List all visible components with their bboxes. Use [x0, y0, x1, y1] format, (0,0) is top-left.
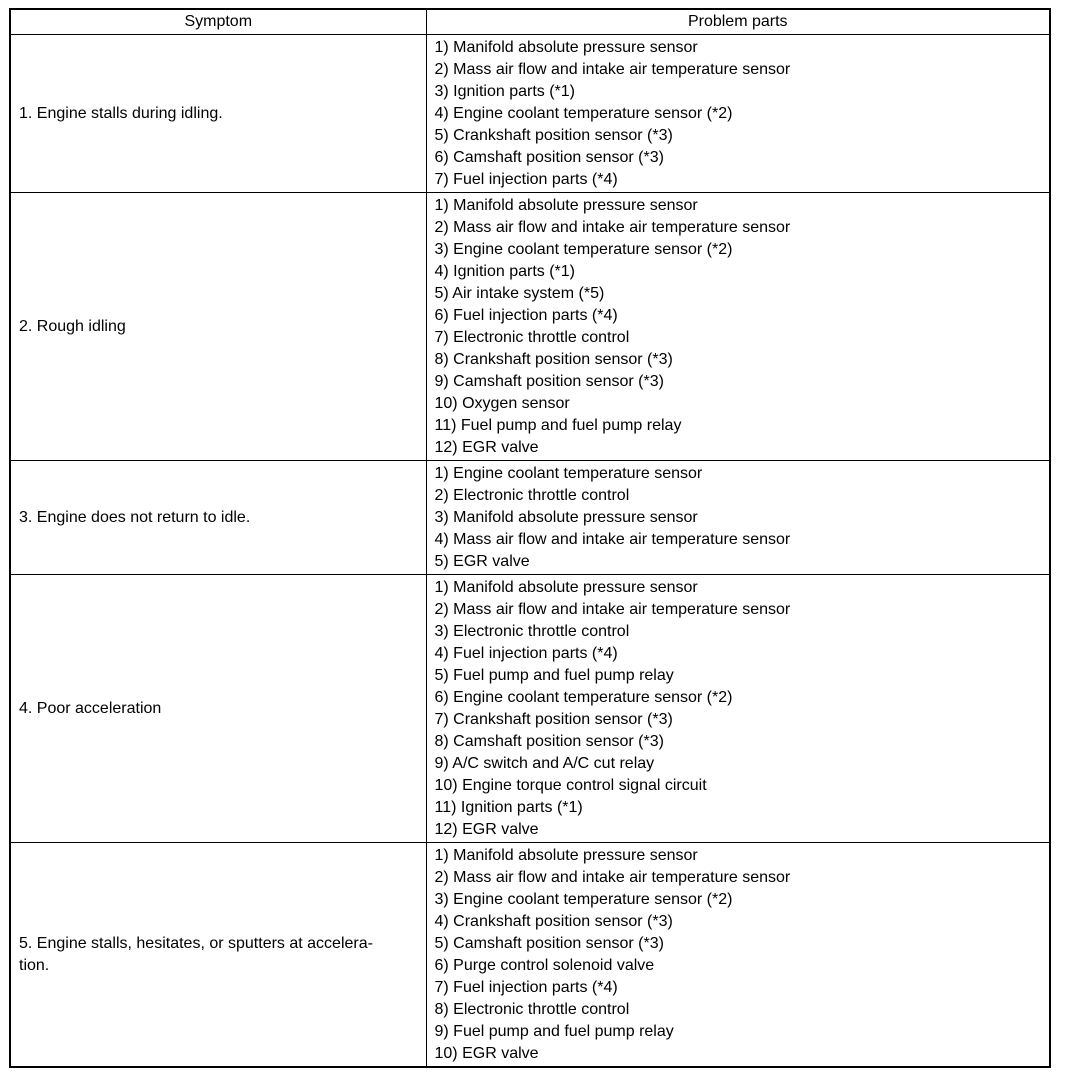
problem-part-item: 6) Fuel injection parts (*4) — [434, 307, 618, 324]
symptom-text: 4. Poor acceleration — [19, 699, 162, 717]
problem-part-item: 5) Air intake system (*5) — [434, 285, 605, 302]
symptom-column-header: Symptom — [10, 9, 426, 35]
problem-part-item: 9) A/C switch and A/C cut relay — [434, 755, 655, 772]
problem-part-item: 10) EGR valve — [434, 1045, 539, 1062]
problem-part-item: 3) Engine coolant temperature sensor (*2) — [434, 241, 733, 258]
problem-part-item: 6) Purge control solenoid valve — [434, 957, 655, 974]
problem-part-item: 7) Electronic throttle control — [434, 329, 630, 346]
problem-part-item: 3) Electronic throttle control — [434, 623, 630, 640]
problem-part-item: 8) Camshaft position sensor (*3) — [434, 733, 664, 750]
problem-part-item: 5) Camshaft position sensor (*3) — [434, 935, 664, 952]
problem-part-item: 7) Fuel injection parts (*4) — [434, 979, 618, 996]
symptom-text-line: tion. — [19, 956, 50, 974]
problem-part-item: 5) Crankshaft position sensor (*3) — [434, 127, 673, 144]
problem-part-item: 2) Mass air flow and intake air temperature sensor — [434, 869, 791, 886]
problem-part-item: 7) Crankshaft position sensor (*3) — [434, 711, 673, 728]
table-row — [10, 843, 1050, 1068]
problem-part-item: 4) Ignition parts (*1) — [434, 263, 576, 280]
problem-part-item: 1) Manifold absolute pressure sensor — [434, 847, 698, 864]
problem-part-item: 2) Mass air flow and intake air temperature sensor — [434, 219, 791, 236]
problem-parts-cell — [426, 193, 1050, 461]
problem-part-item: 6) Camshaft position sensor (*3) — [434, 149, 664, 166]
problem-part-item: 7) Fuel injection parts (*4) — [434, 171, 618, 188]
problem-part-item: 11) Ignition parts (*1) — [434, 799, 583, 816]
table-row — [10, 461, 1050, 575]
problem-part-item: 4) Fuel injection parts (*4) — [434, 645, 618, 662]
table-row — [10, 575, 1050, 843]
problem-part-item: 11) Fuel pump and fuel pump relay — [434, 417, 682, 434]
problem-parts-cell — [426, 35, 1050, 193]
table-row — [10, 35, 1050, 193]
symptom-cell — [10, 35, 426, 193]
problem-parts-cell — [426, 461, 1050, 575]
problem-part-item: 12) EGR valve — [434, 439, 539, 456]
problem-part-item: 6) Engine coolant temperature sensor (*2) — [434, 689, 733, 706]
problem-parts-column-header: Problem parts — [426, 9, 1050, 35]
problem-part-item: 2) Mass air flow and intake air temperature sensor — [434, 61, 791, 78]
problem-parts-cell — [426, 575, 1050, 843]
problem-part-item: 4) Mass air flow and intake air temperature sensor — [434, 531, 791, 548]
problem-part-item: 12) EGR valve — [434, 821, 539, 838]
problem-part-item: 3) Manifold absolute pressure sensor — [434, 509, 698, 526]
problem-part-item: 3) Engine coolant temperature sensor (*2) — [434, 891, 733, 908]
problem-part-item: 2) Mass air flow and intake air temperature sensor — [434, 601, 791, 618]
symptom-table — [9, 8, 1051, 1068]
problem-part-item: 2) Electronic throttle control — [434, 487, 630, 504]
problem-part-item: 3) Ignition parts (*1) — [434, 83, 576, 100]
problem-part-item: 10) Oxygen sensor — [434, 395, 570, 412]
problem-part-item: 1) Engine coolant temperature sensor — [434, 465, 703, 482]
problem-part-item: 1) Manifold absolute pressure sensor — [434, 197, 698, 214]
problem-part-item: 5) Fuel pump and fuel pump relay — [434, 667, 674, 684]
problem-parts-cell — [426, 843, 1050, 1068]
problem-part-item: 8) Crankshaft position sensor (*3) — [434, 351, 673, 368]
problem-part-item: 1) Manifold absolute pressure sensor — [434, 39, 698, 56]
symptom-text: 1. Engine stalls during idling. — [19, 104, 223, 122]
problem-part-item: 1) Manifold absolute pressure sensor — [434, 579, 698, 596]
problem-part-item: 8) Electronic throttle control — [434, 1001, 630, 1018]
symptom-text: 3. Engine does not return to idle. — [19, 508, 251, 526]
problem-part-item: 10) Engine torque control signal circuit — [434, 777, 707, 794]
symptom-cell — [10, 461, 426, 575]
table-body — [10, 35, 1050, 1068]
symptom-cell — [10, 575, 426, 843]
table-row — [10, 193, 1050, 461]
symptom-cell — [10, 843, 426, 1068]
problem-part-item: 9) Camshaft position sensor (*3) — [434, 373, 664, 390]
problem-part-item: 5) EGR valve — [434, 553, 530, 570]
problem-part-item: 4) Engine coolant temperature sensor (*2) — [434, 105, 733, 122]
symptom-text: 2. Rough idling — [19, 317, 126, 335]
problem-part-item: 9) Fuel pump and fuel pump relay — [434, 1023, 674, 1040]
problem-part-item: 4) Crankshaft position sensor (*3) — [434, 913, 673, 930]
symptom-text-line: 5. Engine stalls, hesitates, or sputters at accelera- — [19, 934, 373, 952]
table-header-row — [10, 9, 1050, 35]
symptom-cell — [10, 193, 426, 461]
